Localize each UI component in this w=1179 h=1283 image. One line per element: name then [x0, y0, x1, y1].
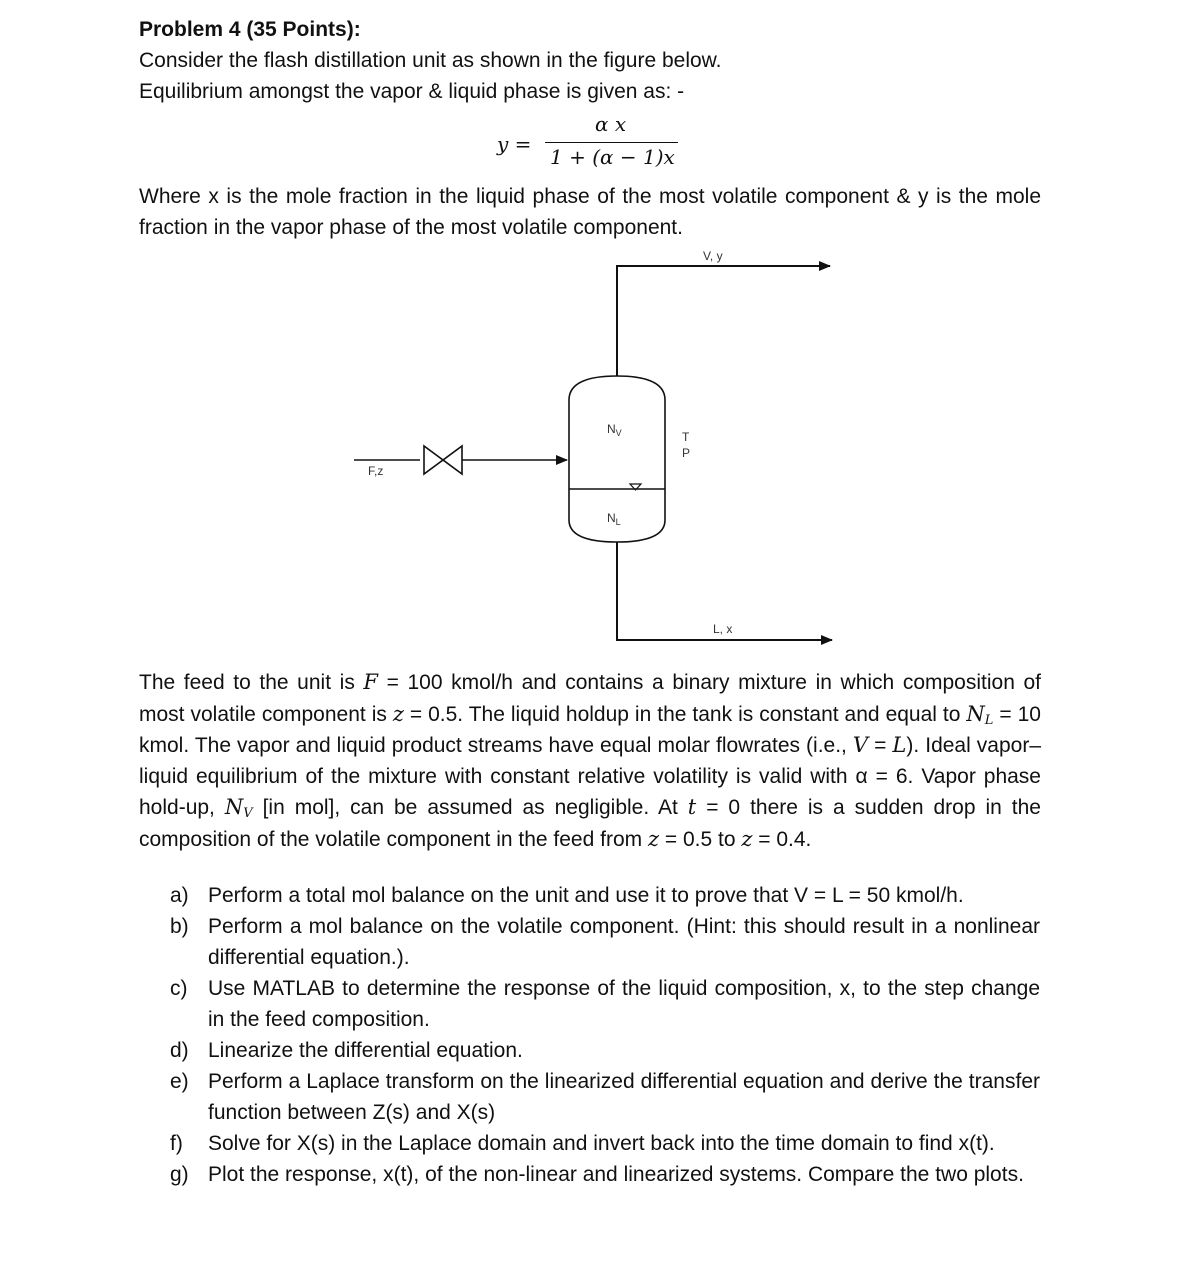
list-item: g) Plot the response, x(t), of the non-linear and linearized systems. Compare the two plots.	[170, 1163, 1024, 1186]
list-item: e) Perform a Laplace transform on the linearized differential equation and derive the transfer function between Z(s) and X(s)	[170, 1070, 1040, 1124]
equation-lhs: y =	[497, 132, 532, 156]
intro-line-1: Consider the flash distillation unit as shown in the figure below.	[139, 49, 722, 72]
pressure-label: P	[682, 446, 691, 460]
equation-denominator: 1 + (α − 1)x	[550, 145, 675, 169]
temperature-label: T	[682, 430, 690, 444]
list-item: f) Solve for X(s) in the Laplace domain and invert back into the time domain to find x(t).	[170, 1132, 995, 1155]
feed-label: F,z	[368, 464, 384, 478]
definition-paragraph: Where x is the mole fraction in the liquid phase of the most volatile component & y is the mole fraction in the vapor phase of the most volatile component.	[139, 185, 1041, 239]
list-item: c) Use MATLAB to determine the response of the liquid composition, x, to the step change in the feed composition.	[170, 977, 1040, 1031]
vapor-stream-label: V, y	[703, 249, 723, 263]
list-item: a) Perform a total mol balance on the unit and use it to prove that V = L = 50 kmol/h.	[170, 884, 964, 907]
liquid-holdup-label: $N_L$	[607, 511, 621, 527]
vapor-outlet-line	[617, 266, 830, 376]
vapor-holdup-label: $N_V$	[607, 422, 622, 438]
problem-paragraph: The feed to the unit is F = 100 kmol/h and contains a binary mixture in which composition of most volatile component is z = 0.5. The liquid holdup in the tank is constant and equal to $N_L = 10$ kmol. The vapor and liquid product streams have equal molar flowrates (i.e., V = L). Ideal vapor–liquid equilibrium of the mixture with constant relative volatility is valid with α = 6. Vapor phase hold-up, $N_V$ [in mol], can be assumed as negligible. At t = 0 there is a sudden drop in the composition of the volatile component in the feed from z = 0.5 to z = 0.4.	[139, 670, 1042, 851]
parts-list	[170, 880, 1040, 1190]
list-item: d) Linearize the differential equation.	[170, 1039, 523, 1062]
list-item: b) Perform a mol balance on the volatile component. (Hint: this should result in a nonlinear differential equation.).	[170, 915, 1040, 969]
intro-line-2: Equilibrium amongst the vapor & liquid phase is given as: -	[139, 80, 685, 103]
equation-numerator: α x	[595, 112, 627, 136]
valve-icon	[424, 446, 462, 474]
problem-heading: Problem 4 (35 Points):	[139, 18, 361, 41]
liquid-stream-label: L, x	[713, 622, 733, 636]
